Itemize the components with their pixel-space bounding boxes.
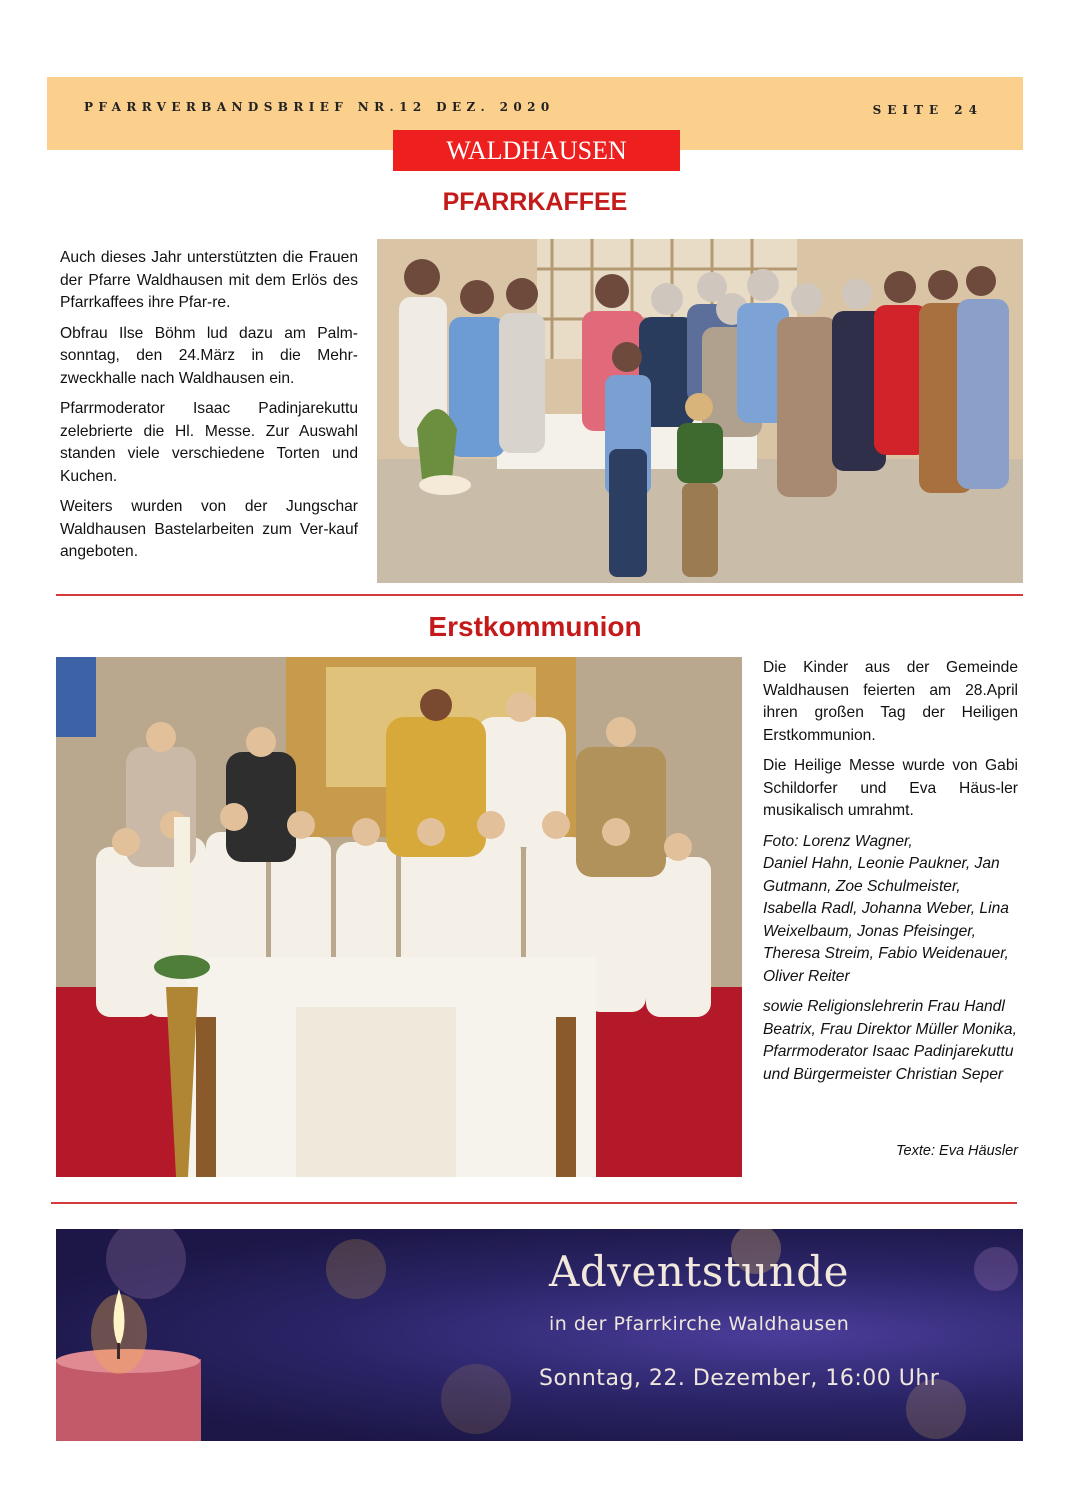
advent-banner [56,1229,1023,1441]
banner-date: Sonntag, 22. Dezember, 16:00 Uhr [539,1366,940,1391]
article-text-pfarrkaffee [60,247,358,572]
paragraph: Obfrau Ilse Böhm lud dazu am Palm-sonntag, den 24.März in die Mehr-zweckhalle nach Waldhausen ein. [60,324,358,387]
banner-subtitle: in der Pfarrkirche Waldhausen [549,1313,850,1335]
photo-credit: Foto: Lorenz Wagner, Daniel Hahn, Leonie Paukner, Jan Gutmann, Zoe Schulmeister, Isabella Radl, Johanna Weber, Lina Weixelbaum, Jonas Pfeisinger, Theresa Streim, Fabio Weidenauer, Oliver Reiter [763,832,1009,985]
article-title-pfarrkaffee: PFARRKAFFEE [442,188,628,216]
divider [51,1202,1017,1204]
article-title-erstkommunion: Erstkommunion [428,611,642,642]
pfarrkaffee-group-photo [377,239,1023,583]
article-text-erstkommunion [763,657,1018,1094]
banner-title: Adventstunde [549,1247,849,1296]
divider [56,594,1023,596]
page-number: SEITE 24 [872,103,983,117]
paragraph: Die Heilige Messe wurde von Gabi Schildorfer und Eva Häus-ler musikalisch umrahmt. [763,757,1018,819]
paragraph: Die Kinder aus der Gemeinde Waldhausen feierten am 28.April ihren großen Tag der Heiligen Erstkommunion. [763,659,1018,744]
teachers-credit: sowie Religionslehrerin Frau Handl Beatrix, Frau Direktor Müller Monika, Pfarrmoderator Isaac Padinjarekuttu und Bürgermeister Christian Seper [763,998,1017,1083]
newsletter-title: PFARRVERBANDSBRIEF NR.12 DEZ. 2020 [84,100,555,114]
paragraph: Auch dieses Jahr unterstützten die Frauen der Pfarre Waldhausen mit dem Erlös des Pfarrkaffees ihre Pfar-re. [60,249,358,311]
paragraph: Pfarrmoderator Isaac Padinjarekuttu zelebrierte die Hl. Messe. Zur Auswahl standen viele verschiedene Torten und Kuchen. [60,400,358,485]
section-label: WALDHAUSEN [393,130,680,171]
texts-credit: Texte: Eva Häusler [896,1143,1018,1159]
erstkommunion-group-photo [56,657,742,1177]
paragraph: Weiters wurden von der Jungschar Waldhausen Bastelarbeiten zum Ver-kauf angeboten. [60,498,358,560]
